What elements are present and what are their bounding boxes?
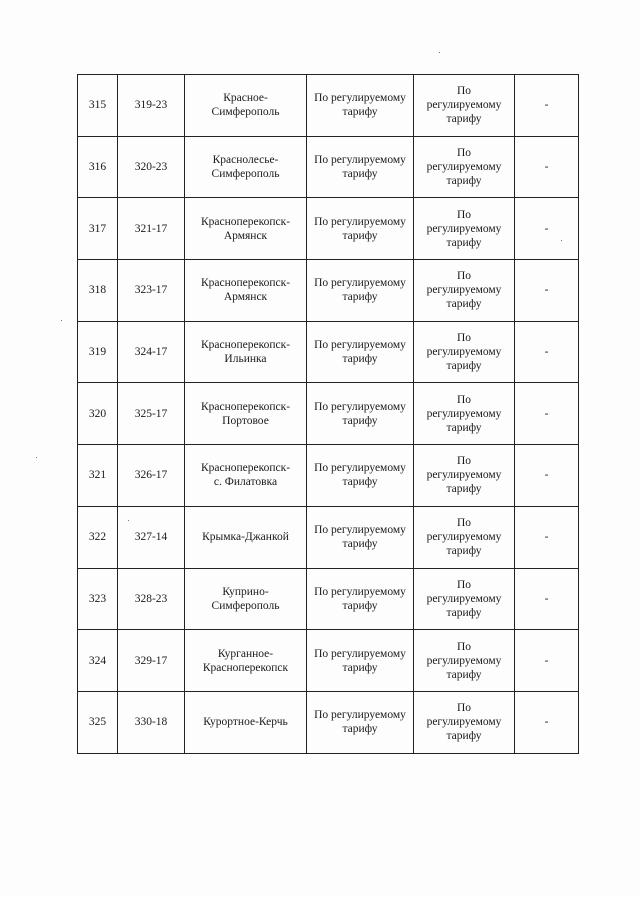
- tariff-cell-text: По регулируемому тарифу: [426, 332, 502, 373]
- route-number-cell: [118, 568, 185, 630]
- dash-cell: [515, 691, 579, 753]
- tariff-cell: [307, 506, 414, 568]
- route-name-cell: [185, 260, 307, 322]
- table-row: [78, 136, 579, 198]
- tariff-cell: [307, 691, 414, 753]
- route-number-cell-text: 321-17: [134, 222, 168, 235]
- route-number-cell: [118, 506, 185, 568]
- tariff-cell-text: По регулируемому тарифу: [426, 208, 502, 249]
- tariff-cell: [414, 383, 515, 445]
- routes-table: [77, 74, 579, 754]
- table-row: [78, 568, 579, 630]
- route-number-cell: [118, 260, 185, 322]
- row-number-cell-text: 319: [88, 346, 107, 359]
- tariff-cell: [414, 506, 515, 568]
- row-number-cell-text: 318: [88, 284, 107, 297]
- tariff-cell-text: По регулируемому тарифу: [314, 277, 406, 304]
- row-number-cell-text: 322: [88, 531, 107, 544]
- route-number-cell: [118, 75, 185, 137]
- route-name-cell: [185, 568, 307, 630]
- dash-cell-text: -: [544, 469, 549, 482]
- tariff-cell: [414, 136, 515, 198]
- row-number-cell-text: 325: [88, 716, 107, 729]
- tariff-cell: [307, 630, 414, 692]
- route-number-cell-text: 329-17: [134, 654, 168, 667]
- route-name-cell-text: Красноперекопск- Портовое: [200, 400, 291, 427]
- scan-speck: [561, 240, 562, 241]
- tariff-cell: [414, 691, 515, 753]
- route-name-cell: [185, 198, 307, 260]
- route-name-cell: [185, 691, 307, 753]
- route-number-cell: [118, 691, 185, 753]
- dash-cell: [515, 383, 579, 445]
- route-number-cell-text: 325-17: [134, 407, 168, 420]
- dash-cell: [515, 568, 579, 630]
- route-name-cell-text: Красноперекопск- с. Филатовка: [200, 462, 291, 489]
- dash-cell: [515, 75, 579, 137]
- table-row: [78, 75, 579, 137]
- table-row: [78, 506, 579, 568]
- tariff-cell-text: По регулируемому тарифу: [426, 640, 502, 681]
- table-row: [78, 630, 579, 692]
- scan-speck: [128, 520, 129, 521]
- route-name-cell: [185, 630, 307, 692]
- route-number-cell-text: 330-18: [134, 716, 168, 729]
- table-row: [78, 321, 579, 383]
- table-row: [78, 260, 579, 322]
- dash-cell-text: -: [544, 592, 549, 605]
- route-number-cell: [118, 445, 185, 507]
- tariff-cell: [307, 198, 414, 260]
- tariff-cell: [414, 198, 515, 260]
- scan-speck: [61, 320, 62, 321]
- tariff-cell: [307, 568, 414, 630]
- dash-cell-text: -: [544, 716, 549, 729]
- tariff-cell-text: По регулируемому тарифу: [314, 524, 406, 551]
- route-name-cell-text: Красноперекопск- Армянск: [200, 215, 291, 242]
- dash-cell: [515, 136, 579, 198]
- row-number-cell: [78, 136, 118, 198]
- dash-cell-text: -: [544, 284, 549, 297]
- row-number-cell: [78, 506, 118, 568]
- row-number-cell: [78, 75, 118, 137]
- dash-cell-text: -: [544, 161, 549, 174]
- tariff-cell: [414, 630, 515, 692]
- route-name-cell-text: Красноперекопск- Армянск: [200, 277, 291, 304]
- route-name-cell-text: Красноперекопск- Ильинка: [200, 339, 291, 366]
- dash-cell: [515, 630, 579, 692]
- tariff-cell-text: По регулируемому тарифу: [314, 585, 406, 612]
- tariff-cell-text: По регулируемому тарифу: [426, 455, 502, 496]
- tariff-cell-text: По регулируемому тарифу: [314, 154, 406, 181]
- route-number-cell-text: 323-17: [134, 284, 168, 297]
- tariff-cell-text: По регулируемому тарифу: [426, 85, 502, 126]
- dash-cell: [515, 321, 579, 383]
- tariff-cell: [307, 321, 414, 383]
- tariff-cell-text: По регулируемому тарифу: [314, 92, 406, 119]
- row-number-cell-text: 316: [88, 161, 107, 174]
- row-number-cell-text: 321: [88, 469, 107, 482]
- tariff-cell-text: По регулируемому тарифу: [314, 215, 406, 242]
- row-number-cell: [78, 260, 118, 322]
- route-name-cell: [185, 383, 307, 445]
- route-name-cell-text: Красное- Симферополь: [211, 92, 280, 119]
- route-number-cell: [118, 198, 185, 260]
- table-row: [78, 198, 579, 260]
- route-number-cell-text: 319-23: [134, 99, 168, 112]
- tariff-cell-text: По регулируемому тарифу: [314, 339, 406, 366]
- tariff-cell: [307, 260, 414, 322]
- row-number-cell: [78, 321, 118, 383]
- tariff-cell-text: По регулируемому тарифу: [314, 709, 406, 736]
- table-row: [78, 691, 579, 753]
- tariff-cell: [414, 260, 515, 322]
- route-number-cell-text: 328-23: [134, 592, 168, 605]
- row-number-cell: [78, 568, 118, 630]
- tariff-cell: [307, 136, 414, 198]
- route-number-cell-text: 326-17: [134, 469, 168, 482]
- route-number-cell-text: 324-17: [134, 346, 168, 359]
- route-name-cell-text: Куприно- Симферополь: [211, 585, 280, 612]
- dash-cell-text: -: [544, 222, 549, 235]
- route-number-cell: [118, 321, 185, 383]
- route-name-cell-text: Курганное- Красноперекопск: [202, 647, 289, 674]
- tariff-cell-text: По регулируемому тарифу: [314, 462, 406, 489]
- row-number-cell: [78, 445, 118, 507]
- dash-cell: [515, 260, 579, 322]
- tariff-cell-text: По регулируемому тарифу: [314, 647, 406, 674]
- row-number-cell-text: 320: [88, 407, 107, 420]
- route-name-cell: [185, 321, 307, 383]
- dash-cell: [515, 198, 579, 260]
- tariff-cell: [414, 445, 515, 507]
- route-name-cell: [185, 75, 307, 137]
- route-number-cell: [118, 383, 185, 445]
- routes-table-body: [78, 75, 579, 754]
- row-number-cell-text: 323: [88, 592, 107, 605]
- scan-speck: [439, 52, 440, 53]
- tariff-cell: [307, 383, 414, 445]
- row-number-cell-text: 317: [88, 222, 107, 235]
- route-name-cell-text: Курортное-Керчь: [203, 716, 288, 729]
- tariff-cell: [307, 445, 414, 507]
- row-number-cell-text: 315: [88, 99, 107, 112]
- route-name-cell: [185, 136, 307, 198]
- tariff-cell-text: По регулируемому тарифу: [426, 270, 502, 311]
- row-number-cell: [78, 691, 118, 753]
- table-row: [78, 383, 579, 445]
- tariff-cell-text: По регулируемому тарифу: [426, 393, 502, 434]
- route-name-cell-text: Краснолесье- Симферополь: [211, 154, 280, 181]
- tariff-cell: [414, 321, 515, 383]
- route-name-cell: [185, 445, 307, 507]
- dash-cell-text: -: [544, 346, 549, 359]
- row-number-cell: [78, 198, 118, 260]
- dash-cell-text: -: [544, 654, 549, 667]
- scan-speck: [36, 457, 37, 458]
- route-name-cell: [185, 506, 307, 568]
- dash-cell-text: -: [544, 99, 549, 112]
- route-number-cell: [118, 630, 185, 692]
- tariff-cell-text: По регулируемому тарифу: [426, 702, 502, 743]
- tariff-cell-text: По регулируемому тарифу: [426, 517, 502, 558]
- dash-cell: [515, 506, 579, 568]
- dash-cell-text: -: [544, 407, 549, 420]
- route-number-cell: [118, 136, 185, 198]
- dash-cell-text: -: [544, 531, 549, 544]
- row-number-cell: [78, 383, 118, 445]
- tariff-cell-text: По регулируемому тарифу: [314, 400, 406, 427]
- route-number-cell-text: 327-14: [134, 531, 168, 544]
- row-number-cell-text: 324: [88, 654, 107, 667]
- route-name-cell-text: Крымка-Джанкой: [202, 531, 289, 544]
- row-number-cell: [78, 630, 118, 692]
- tariff-cell: [307, 75, 414, 137]
- tariff-cell-text: По регулируемому тарифу: [426, 578, 502, 619]
- tariff-cell: [414, 75, 515, 137]
- table-row: [78, 445, 579, 507]
- tariff-cell: [414, 568, 515, 630]
- tariff-cell-text: По регулируемому тарифу: [426, 147, 502, 188]
- route-number-cell-text: 320-23: [134, 161, 168, 174]
- dash-cell: [515, 445, 579, 507]
